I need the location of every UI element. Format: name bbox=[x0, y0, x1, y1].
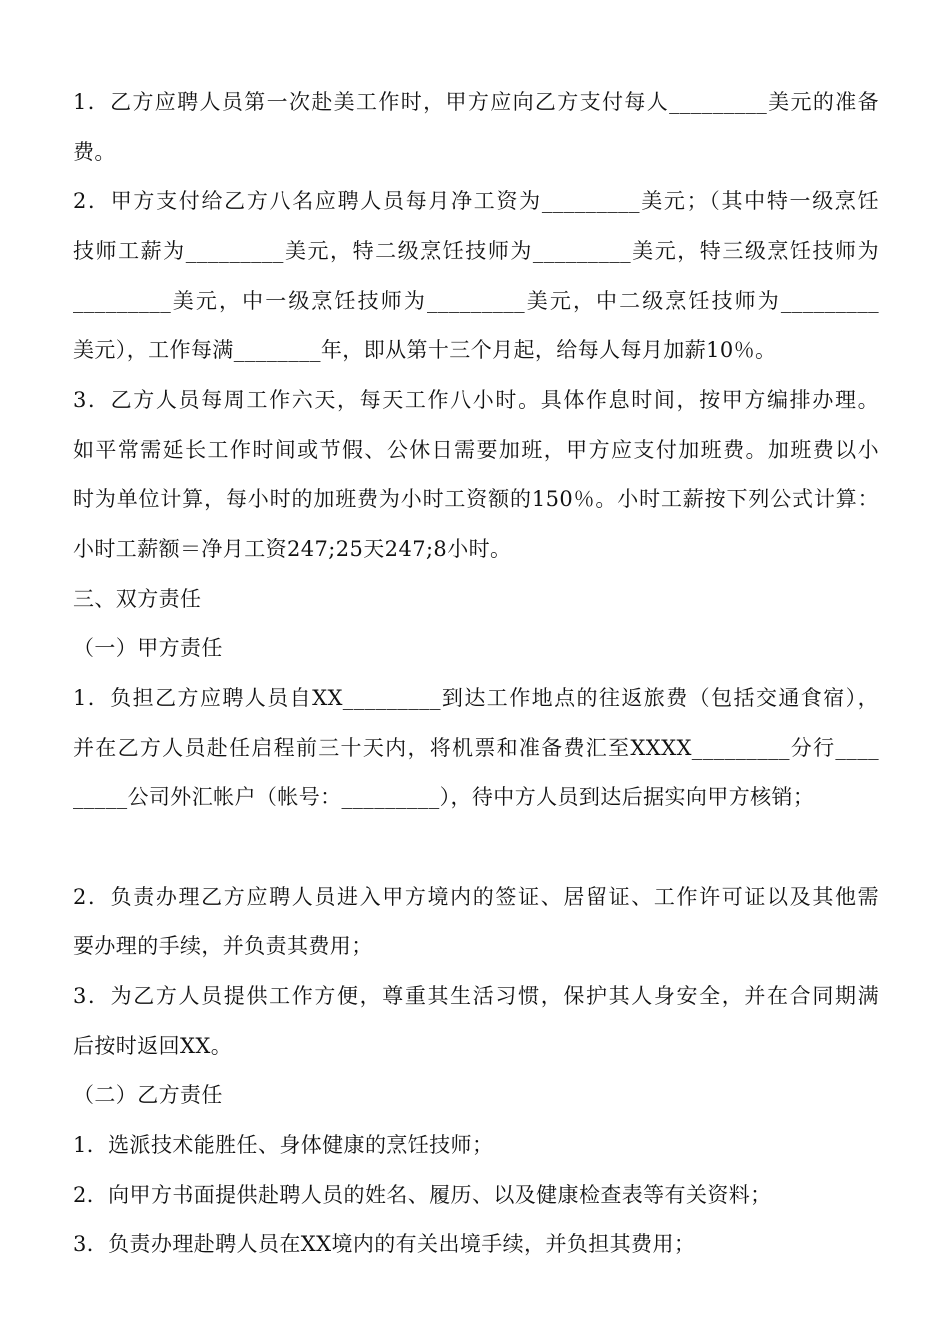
subsection-heading: （一）甲方责任 bbox=[73, 636, 223, 660]
text-line: 费。 bbox=[73, 140, 116, 164]
text-line: 3．为乙方人员提供工作方便，尊重其生活习惯，保护其人身安全，并在合同期满 bbox=[73, 984, 879, 1008]
text-line: 技师工薪为_________美元，特二级烹饪技师为_________美元，特三级烹饪技师为 bbox=[73, 239, 879, 263]
text-line: 后按时返回XX。 bbox=[73, 1034, 233, 1058]
text-line: 要办理的手续，并负责其费用； bbox=[73, 934, 373, 958]
subsection-heading: （二）乙方责任 bbox=[73, 1083, 223, 1107]
section-heading: 三、双方责任 bbox=[73, 587, 202, 611]
text-line: 如平常需延长工作时间或节假、公休日需要加班，甲方应支付加班费。加班费以小 bbox=[73, 438, 879, 462]
text-line: 3．负责办理赴聘人员在XX境内的有关出境手续，并负担其费用； bbox=[73, 1232, 696, 1256]
text-line: 小时工薪额＝净月工资247;25天247;8小时。 bbox=[73, 537, 512, 561]
text-line: 美元），工作每满________年，即从第十三个月起，给每人每月加薪10％。 bbox=[73, 338, 777, 362]
text-line: 时为单位计算，每小时的加班费为小时工资额的150％。小时工薪按下列公式计算： bbox=[73, 487, 879, 511]
text-line: 1．负担乙方应聘人员自XX_________到达工作地点的往返旅费（包括交通食宿）， bbox=[73, 686, 879, 710]
text-line: _____公司外汇帐户（帐号：_________），待中方人员到达后据实向甲方核销； bbox=[73, 785, 815, 809]
text-line: 1．选派技术能胜任、身体健康的烹饪技师； bbox=[73, 1133, 494, 1157]
text-line: _________美元，中一级烹饪技师为_________美元，中二级烹饪技师为_________ bbox=[73, 289, 879, 313]
text-line: 2．向甲方书面提供赴聘人员的姓名、履历、以及健康检查表等有关资料； bbox=[73, 1183, 772, 1207]
text-line: 2．负责办理乙方应聘人员进入甲方境内的签证、居留证、工作许可证以及其他需 bbox=[73, 885, 879, 909]
text-line: 3．乙方人员每周工作六天，每天工作八小时。具体作息时间，按甲方编排办理。 bbox=[73, 388, 879, 412]
text-line: 2．甲方支付给乙方八名应聘人员每月净工资为_________美元；（其中特一级烹饪 bbox=[73, 189, 879, 213]
text-line: 并在乙方人员赴任启程前三十天内，将机票和准备费汇至XXXX_________分行____ bbox=[73, 736, 879, 760]
text-line: 1．乙方应聘人员第一次赴美工作时，甲方应向乙方支付每人_________美元的准备 bbox=[73, 90, 879, 114]
